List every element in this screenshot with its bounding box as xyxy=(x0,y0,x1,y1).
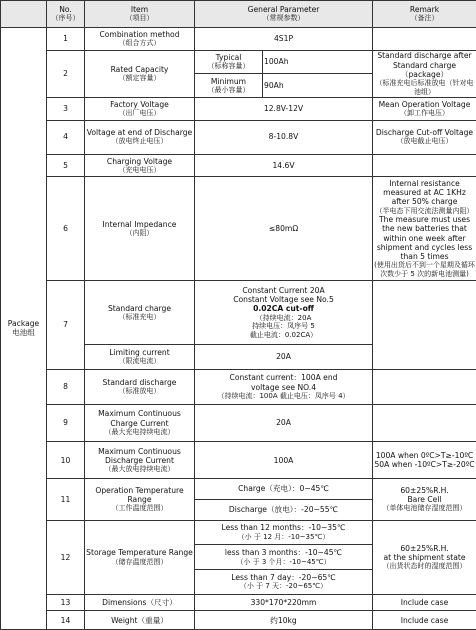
row-no: 6 xyxy=(47,177,85,281)
row-no: 10 xyxy=(47,442,85,479)
header-remark: Remark （备注） xyxy=(373,1,476,28)
table-row xyxy=(1,369,476,404)
row-param: 14.6V xyxy=(195,154,373,177)
row-item: Internal Impedance （内阻） xyxy=(85,177,195,281)
row-no: 11 xyxy=(47,479,85,520)
header-param: General Parameter （常规参数） xyxy=(195,1,373,28)
row-item: Combination method （组合方式） xyxy=(85,27,195,50)
row-param: 20A xyxy=(195,345,373,370)
row-param: Less than 12 months：-10~35℃ （小 于 12 月：-10~35℃） xyxy=(195,520,373,545)
table-row xyxy=(1,281,476,345)
table-row xyxy=(1,442,476,479)
row-param: 12.8V-12V xyxy=(195,97,373,120)
row-param: 20A xyxy=(195,404,373,441)
sub-label-minimum: Minimum （最小容量） xyxy=(195,74,263,98)
table-row xyxy=(1,404,476,441)
row-no: 12 xyxy=(47,520,85,594)
row-param: less than 3 months：-10~45℃ （小 于 3 个月：-10~45℃） xyxy=(195,545,373,570)
row-remark: Mean Operation Voltage （卸工作电压） xyxy=(373,97,476,120)
table-row xyxy=(1,154,476,177)
row-item: Limiting current （限流电流） xyxy=(85,345,195,370)
row-remark xyxy=(373,281,476,370)
row-item: Standard discharge （标准放电） xyxy=(85,369,195,404)
table-row xyxy=(1,520,476,545)
row-remark xyxy=(373,369,476,404)
row-item: Maximum Continuous Charge Current （最大充电持续电流） xyxy=(85,404,195,441)
row-item: Dimensions（尺寸） xyxy=(85,594,195,611)
table-row xyxy=(1,27,476,50)
row-item: Factory Voltage （出厂电压） xyxy=(85,97,195,120)
table-row xyxy=(1,479,476,500)
row-param: ≤80mΩ xyxy=(195,177,373,281)
header-no: No. （序号） xyxy=(47,1,85,28)
header-row xyxy=(1,1,476,28)
row-param: Discharge（放电）：-20~55℃ xyxy=(195,499,373,520)
row-remark: Discharge Cut-off Voltage （放电截止电压） xyxy=(373,120,476,154)
row-remark: 100A when 0ºC>T≥-10ºC 50A when -10ºC>T≥-20ºC xyxy=(373,442,476,479)
table-row xyxy=(1,177,476,281)
row-item: Voltage at end of Discharge （放电终止电压） xyxy=(85,120,195,154)
header-item: Item （项目） xyxy=(85,1,195,28)
table-row xyxy=(1,50,476,74)
row-item: Storage Temperature Range （储存温度范围） xyxy=(85,520,195,594)
row-param: Constant Current 20A Constant Voltage see No.5 0.02CA cut-off （持续电流：20A 持续电压：凤序号 5 截止电流：0.02CA） xyxy=(195,281,373,345)
sub-value-typical: 100Ah xyxy=(263,50,373,74)
row-remark: 60±25%R.H. at the shipment state （出货状态时的湿度范围） xyxy=(373,520,476,594)
header-blank xyxy=(1,1,47,28)
row-param: Constant current：100A end voltage see NO.4 （持续电流：100A 截止电压：凤序号 4） xyxy=(195,369,373,404)
row-remark: Include case xyxy=(373,594,476,611)
row-item: Standard charge （标准充电） xyxy=(85,281,195,345)
table-row xyxy=(1,97,476,120)
row-param: 100A xyxy=(195,442,373,479)
package-label: Package 电池组 xyxy=(1,27,47,629)
table-row xyxy=(1,611,476,630)
row-remark xyxy=(373,154,476,177)
row-item: Charging Voltage （充电电压） xyxy=(85,154,195,177)
row-remark: Include case xyxy=(373,611,476,630)
row-param: 4S1P xyxy=(195,27,373,50)
row-remark: Internal resistance measured at AC 1KHz after 50% charge （半电态下用交流法测量内阻） The measure must uses the new batteries that within one week after shipment and cycles less than 5 times (使用出货后不到一个星期及循环次数少于 5 次的新电池测量) xyxy=(373,177,476,281)
row-param: Less than 7 day：-20~65℃ （小 于 7 天：-20~65℃） xyxy=(195,570,373,595)
row-item: Maximum Continuous Discharge Current （最大放电持续电流） xyxy=(85,442,195,479)
row-no: 8 xyxy=(47,369,85,404)
row-no: 2 xyxy=(47,50,85,97)
table-row xyxy=(1,594,476,611)
row-remark: 60±25%R.H. Bare Cell （单体电池储存湿度范围） xyxy=(373,479,476,520)
row-remark xyxy=(373,27,476,50)
row-remark xyxy=(373,404,476,441)
row-no: 5 xyxy=(47,154,85,177)
row-item: Weight（重量） xyxy=(85,611,195,630)
row-param: 330*170*220mm xyxy=(195,594,373,611)
row-no: 1 xyxy=(47,27,85,50)
row-no: 7 xyxy=(47,281,85,370)
table-row xyxy=(1,120,476,154)
row-param: 约10kg xyxy=(195,611,373,630)
row-no: 14 xyxy=(47,611,85,630)
row-param: Charge（充电）：0~45℃ xyxy=(195,479,373,500)
row-item: Rated Capacity （额定容量） xyxy=(85,50,195,97)
row-no: 4 xyxy=(47,120,85,154)
row-no: 9 xyxy=(47,404,85,441)
row-no: 13 xyxy=(47,594,85,611)
row-remark: Standard discharge after Standard charge（package） （标准充电后标准放电（针对电池组） xyxy=(373,50,476,97)
row-no: 3 xyxy=(47,97,85,120)
sub-label-typical: Typical （标称容量） xyxy=(195,50,263,74)
row-item: Operation Temperature Range （工作温度范围） xyxy=(85,479,195,520)
sub-value-minimum: 90Ah xyxy=(263,74,373,98)
row-param: 8-10.8V xyxy=(195,120,373,154)
